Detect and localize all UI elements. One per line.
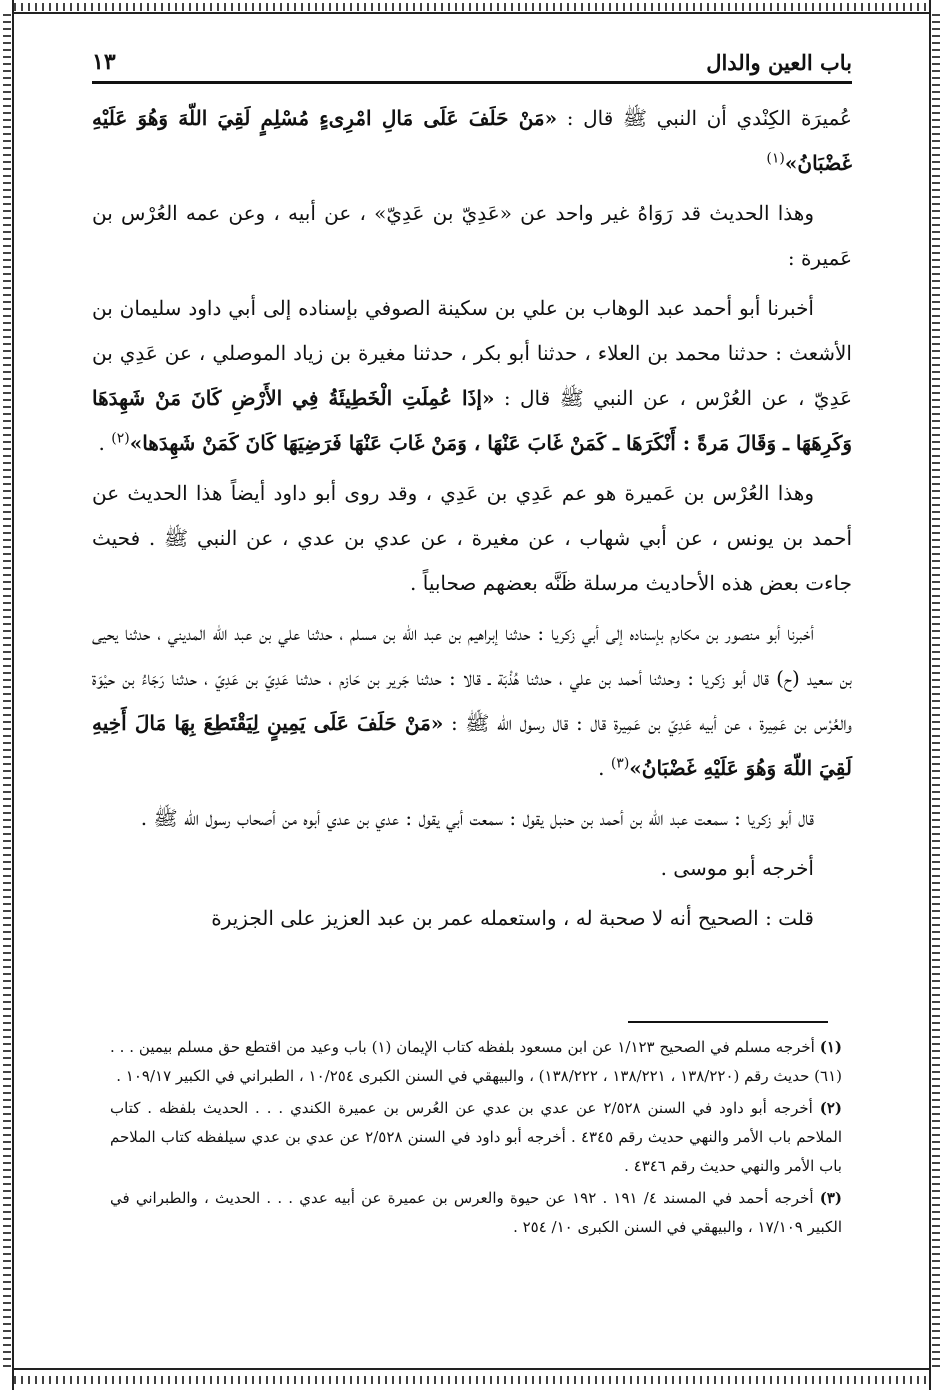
footnote: [110, 1184, 842, 1242]
paragraph: أخرجه أبو موسى .: [660, 856, 814, 880]
footnote: [110, 1033, 842, 1091]
footnote-text: أخرجه أحمد في المسند ٤/ ١٩١ . ١٩٢ عن حيوة والعرس بن عميرة عن أبيه عدي . . . الحديث ، والطبراني في الكبير ١٧/١٠٩ ، والبيهقي في السنن الكبرى ١٠/ ٢٥٤ .: [110, 1189, 842, 1236]
paragraph: أخبرنا أبو أحمد عبد الوهاب بن علي بن سكينة الصوفي بإسناده إلى أبي داود سليمان بن الأشعث : حدثنا محمد بن العلاء ، حدثنا أبو بكر ، حدثنا مغيرة بن زياد الموصلي ، عن عَدِي بن عَدِيّ ، عن العُرْس ، عن النبي ﷺ قال : «إذَا عُمِلَتِ الْخَطِيئَةُ فِي الأَرْضِ كَانَ مَنْ شَهِدَهَا وَكَرِهَهَا ـ وَقَالَ مَرةً : أَنْكَرَهَا ـ كَمَنْ غَابَ عَنْهَا ، وَمَنْ غَابَ عَنْهَا فَرَضِيَهَا كَانَ كَمَنْ شَهِدَها»$^{(٢)}$ .: [92, 296, 853, 455]
border-chain-right: [932, 14, 940, 1368]
paragraph: قال أبو زكريا : سمعت عبد اللّه بن أحمد بن حنبل يقول : سمعت أبي يقول : عدي بن عدي أبوه من أصحاب رسول الله ﷺ .: [140, 806, 814, 830]
footnote: [110, 1094, 842, 1181]
footnote-separator: [628, 1021, 828, 1023]
footnote-ref: (١): [766, 150, 785, 167]
footnotes: [110, 1033, 842, 1245]
border-chain-top: [14, 3, 929, 11]
footnote-text: أخرجه أبو داود في السنن ٢/٥٢٨ عن عدي بن عدي عن العُرس بن عميرة الكندي . . . الحديث بلفظه . كتاب الملاحم باب الأمر والنهي حديث رقم ٤٣٤٥ . أخرجه أبو داود في السنن ٢/٥٢٨ عن عدي بن عدي سيلفظه كتاب الملاحم باب الأمر والنهي حديث رقم ٤٣٤٦ .: [110, 1099, 842, 1175]
hadith-quote: «مَنْ حَلَفَ عَلَى يَمِينٍ لِيَقْتَطِعَ بِهَا مَالَ أَخِيهِ لَقِيَ اللّهَ وَهُوَ عَلَيْهِ غَضْبَانُ»: [92, 711, 852, 780]
paragraph: قلت : الصحيح أنه لا صحبة له ، واستعمله عمر بن عبد العزيز على الجزيرة: [211, 906, 814, 930]
footnote-number: (١): [819, 1038, 842, 1056]
footnote-ref: (٢): [111, 430, 130, 447]
paragraph: عُميرَة الكِنْدي أن النبي ﷺ قال : «مَنْ حَلَفَ عَلَى مَالِ امْرِىءٍ مُسْلِمٍ لَقِيَ اللّهَ وَهُوَ عَلَيْهِ غَضْبَانُ»$^{(١)}$: [92, 106, 852, 175]
border-chain-left: [3, 14, 11, 1368]
footnote-number: (٣): [819, 1189, 843, 1207]
footnote-number: (٢): [819, 1099, 842, 1117]
footnote-text: أخرجه مسلم في الصحيح ١/١٢٣ عن ابن مسعود بلفظه كتاب الإيمان (١) باب وعيد من اقتطع حق مسلم بيمين . . . (٦١) حديث رقم (١٣٨/٢٢٠ ، ١٣٨/٢٢١ ، ١٣٨/٢٢٢) ، والبيهقي في السنن الكبرى ١٠/٢٥٤ ، الطبراني في الكبير ١٠٩/١٧ .: [110, 1038, 842, 1085]
border-chain-bottom: [14, 1376, 929, 1384]
paragraph: وهذا الحديث قد رَوَاهُ غير واحد عن «عَدِيّ بن عَدِيّ» ، عن أبيه ، وعن عمه العُرْس بن عَميرة :: [92, 201, 852, 270]
page-number: ١٣: [92, 49, 116, 75]
body-text: [92, 96, 852, 946]
page-header: [92, 42, 852, 84]
paragraph: وهذا العُرْس بن عَميرة هو عم عَدِي بن عَدِي ، وقد روى أبو داود أيضاً هذا الحديث عن أحمد بن يونس ، عن أبي شهاب ، عن مغيرة ، عن عدي بن عدي ، عن النبي ﷺ . فحيث جاءت بعض هذه الأحاديث مرسلة ظَنَّه بعضهم صحابياً .: [92, 481, 852, 595]
hadith-quote: «إذَا عُمِلَتِ الْخَطِيئَةُ فِي الأَرْضِ كَانَ مَنْ شَهِدَهَا وَكَرِهَهَا ـ وَقَالَ مَرةً : أَنْكَرَهَا ـ كَمَنْ غَابَ عَنْهَا ، وَمَنْ غَابَ عَنْهَا فَرَضِيَهَا كَانَ كَمَنْ شَهِدَها»: [92, 386, 852, 455]
hadith-quote: «مَنْ حَلَفَ عَلَى مَالِ امْرِىءٍ مُسْلِمٍ لَقِيَ اللّهَ وَهُوَ عَلَيْهِ غَضْبَانُ»: [92, 106, 852, 175]
paragraph: أخبرنا أبو منصور بن مكارم بإسناده إلى أبي زكريا : حدثنا إبراهيم بن عبد اللّه بن مسلم ، حدثنا علي بن عبد اللّه المديني ، حدثنا يحيى بن سعيد (ح) قال أبو زكريا : وحدثنا أحمد بن علي ، حدثنا هُذْبَة ـ قالا : حدثنا جَرير بن حَازم ، حدثنا عَدِيّ بن عَدِيّ ، حدثنا رَجَاءُ بن حيْوَة والعُرْس بن عَمِيرة ، عن أبيه عَدِيّ بن عَمِيرة قال : قال رسول الله ﷺ : «مَنْ حَلَفَ عَلَى يَمِينٍ لِيَقْتَطِعَ بِهَا مَالَ أَخِيهِ لَقِيَ اللّهَ وَهُوَ عَلَيْهِ غَضْبَانُ»$^{(٣)}$ .: [92, 621, 852, 780]
footnote-ref: (٣): [610, 755, 630, 772]
running-title: باب العين والدال: [706, 50, 852, 75]
